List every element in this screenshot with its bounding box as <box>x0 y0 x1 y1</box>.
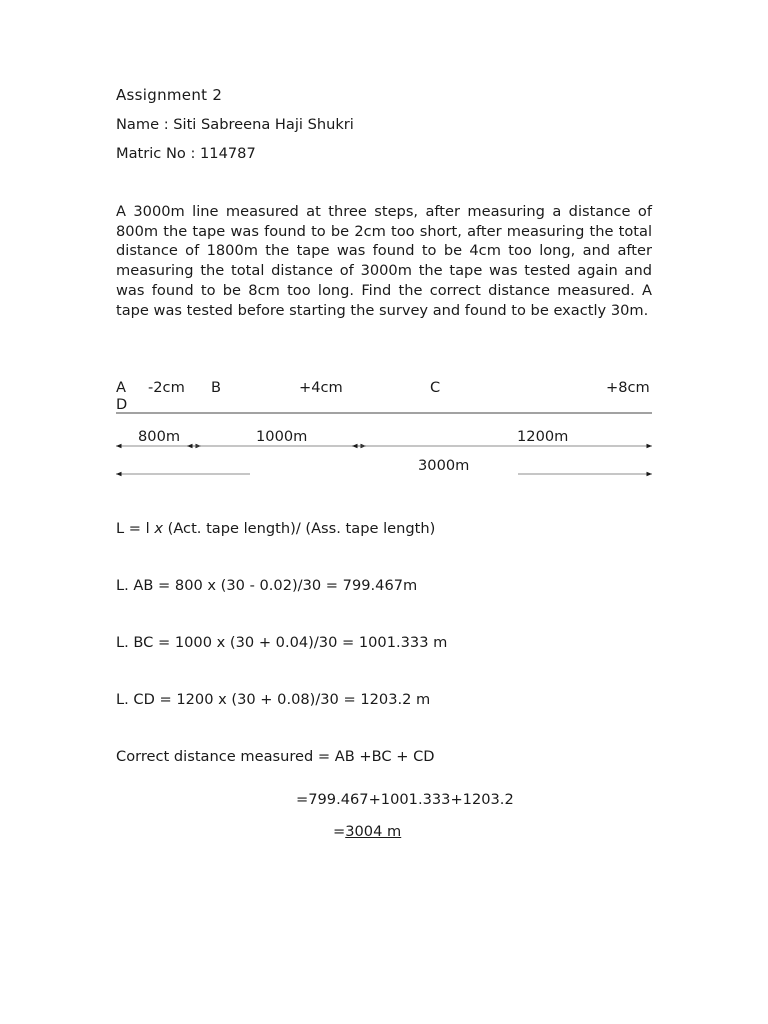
correction-cd-label: +8cm <box>606 379 650 396</box>
total-length: 3000m <box>418 457 470 474</box>
result-line <box>333 823 401 840</box>
calc-cd: L. CD = 1200 x (30 + 0.08)/30 = 1203.2 m <box>116 691 431 708</box>
formula-prefix: L = l <box>116 520 155 537</box>
sum-line: =799.467+1001.333+1203.2 <box>296 791 514 808</box>
correction-ab-label: -2cm <box>148 379 185 396</box>
correct-distance-label: Correct distance measured = AB +BC + CD <box>116 748 435 765</box>
calc-bc: L. BC = 1000 x (30 + 0.04)/30 = 1001.333 m <box>116 634 448 651</box>
segment-bc-length: 1000m <box>256 428 308 445</box>
station-b-label: B <box>211 379 222 396</box>
matric-number: Matric No : 114787 <box>116 145 256 162</box>
result-equals: = <box>333 823 346 840</box>
segment-cd-length: 1200m <box>517 428 569 445</box>
formula-suffix: (Act. tape length)/ (Ass. tape length) <box>162 520 436 537</box>
problem-statement: A 3000m line measured at three steps, after measuring a distance of 800m the tape was found to be 2cm too short, after measuring the total distance of 1800m the tape was found to be 4cm too long, and after measuring the total distance of 3000m the tape was tested again and was found to be 8cm too long. Find the correct distance measured. A tape was tested before starting the survey and found to be exactly 30m. <box>116 203 652 319</box>
formula-line <box>116 520 435 537</box>
station-c-label: C <box>430 379 441 396</box>
calc-ab: L. AB = 800 x (30 - 0.02)/30 = 799.467m <box>116 577 418 594</box>
correction-bc-label: +4cm <box>299 379 343 396</box>
station-a-label: A <box>116 379 126 396</box>
segment-ab-length: 800m <box>138 428 181 445</box>
student-name: Name : Siti Sabreena Haji Shukri <box>116 116 354 133</box>
formula-multiply: x <box>154 520 163 537</box>
result-value: 3004 m <box>345 823 402 840</box>
assignment-title: Assignment 2 <box>116 86 223 104</box>
station-d-label: D <box>116 396 128 413</box>
